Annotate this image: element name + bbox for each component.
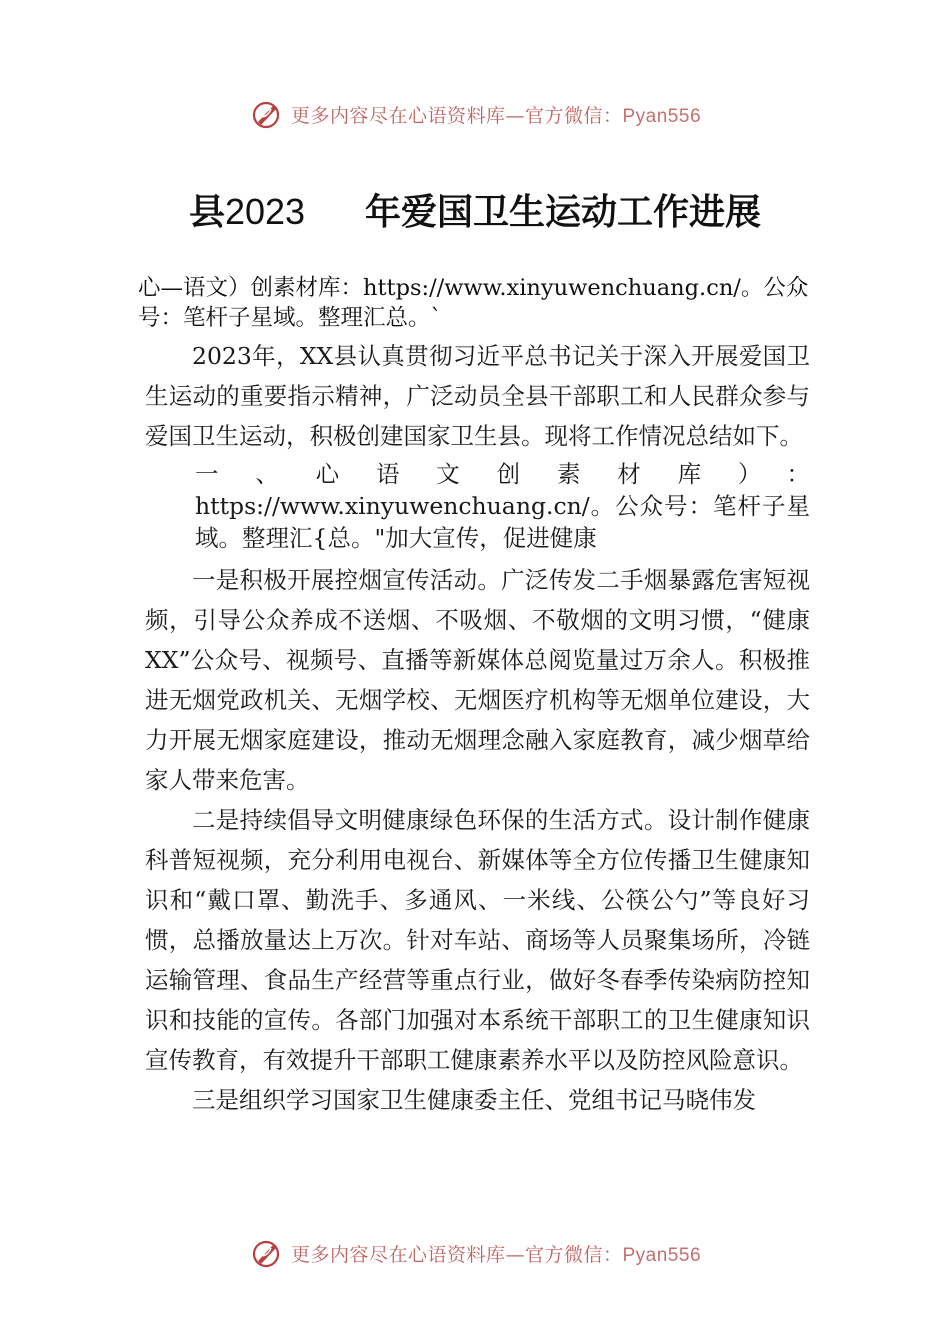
page-title [0, 184, 950, 235]
title-year: 2023 [224, 191, 306, 232]
header-banner-wechat-id: Pyan556 [622, 105, 702, 127]
document-body [145, 336, 810, 1120]
header-watermark-banner [0, 94, 950, 134]
section-heading-1: 一、心语文创素材库）：https://www.xinyuwenchuang.cn/。公众号：笔杆子星域。整理汇{总。"加大宣传，促进健康 [195, 460, 810, 552]
intro-paragraph: 2023年，XX县认真贯彻习近平总书记关于深入开展爱国卫生运动的重要指示精神，广泛动员全县干部职工和人民群众参与爱国卫生运动，积极创建国家卫生县。现将工作情况总结如下。 [145, 342, 810, 450]
title-year-group [189, 191, 305, 232]
title-text: 年爱国卫生运动工作进展 [365, 192, 762, 233]
title-prefix: 县 [188, 191, 225, 232]
paragraph-healthy-lifestyle: 二是持续倡导文明健康绿色环保的生活方式。设计制作健康科普短视频，充分利用电视台、新媒体等全方位传播卫生健康知识和“戴口罩、勤洗手、多通风、一米线、公筷公勺”等良好习惯，总播放量达上万次。针对车站、商场等人员聚集场所，冷链运输管理、食品生产经营等重点行业，做好冬春季传染病防控知识和技能的宣传。各部门加强对本系统干部职工的卫生健康知识宣传教育，有效提升干部职工健康素养水平以及防控风险意识。 [145, 806, 810, 1074]
source-note: 心—语文）创素材库：https://www.xinyuwenchuang.cn/。公众号：笔杆子星域。整理汇总。` [138, 275, 809, 331]
red-pen-seal-icon [249, 1236, 283, 1270]
paragraph-study: 三是组织学习国家卫生健康委主任、党组书记马晓伟发 [192, 1086, 756, 1114]
paragraph-smoking-control: 一是积极开展控烟宣传活动。广泛传发二手烟暴露危害短视频，引导公众养成不送烟、不吸烟、不敬烟的文明习惯，“健康 XX”公众号、视频号、直播等新媒体总阅览量过万余人。积极推进无烟党政机关、无烟学校、无烟医疗机构等无烟单位建设，大力开展无烟家庭建设，推动无烟理念融入家庭教育，减少烟草给家人带来危害。 [145, 566, 810, 794]
footer-banner-text [291, 1240, 701, 1267]
header-banner-text [291, 101, 701, 128]
footer-watermark-banner [0, 1233, 950, 1273]
footer-banner-wechat-id: Pyan556 [622, 1244, 702, 1266]
red-pen-seal-icon [249, 97, 283, 131]
header-banner-cn: 更多内容尽在心语资料库—官方微信： [290, 104, 623, 127]
footer-banner-cn: 更多内容尽在心语资料库—官方微信： [290, 1243, 623, 1266]
